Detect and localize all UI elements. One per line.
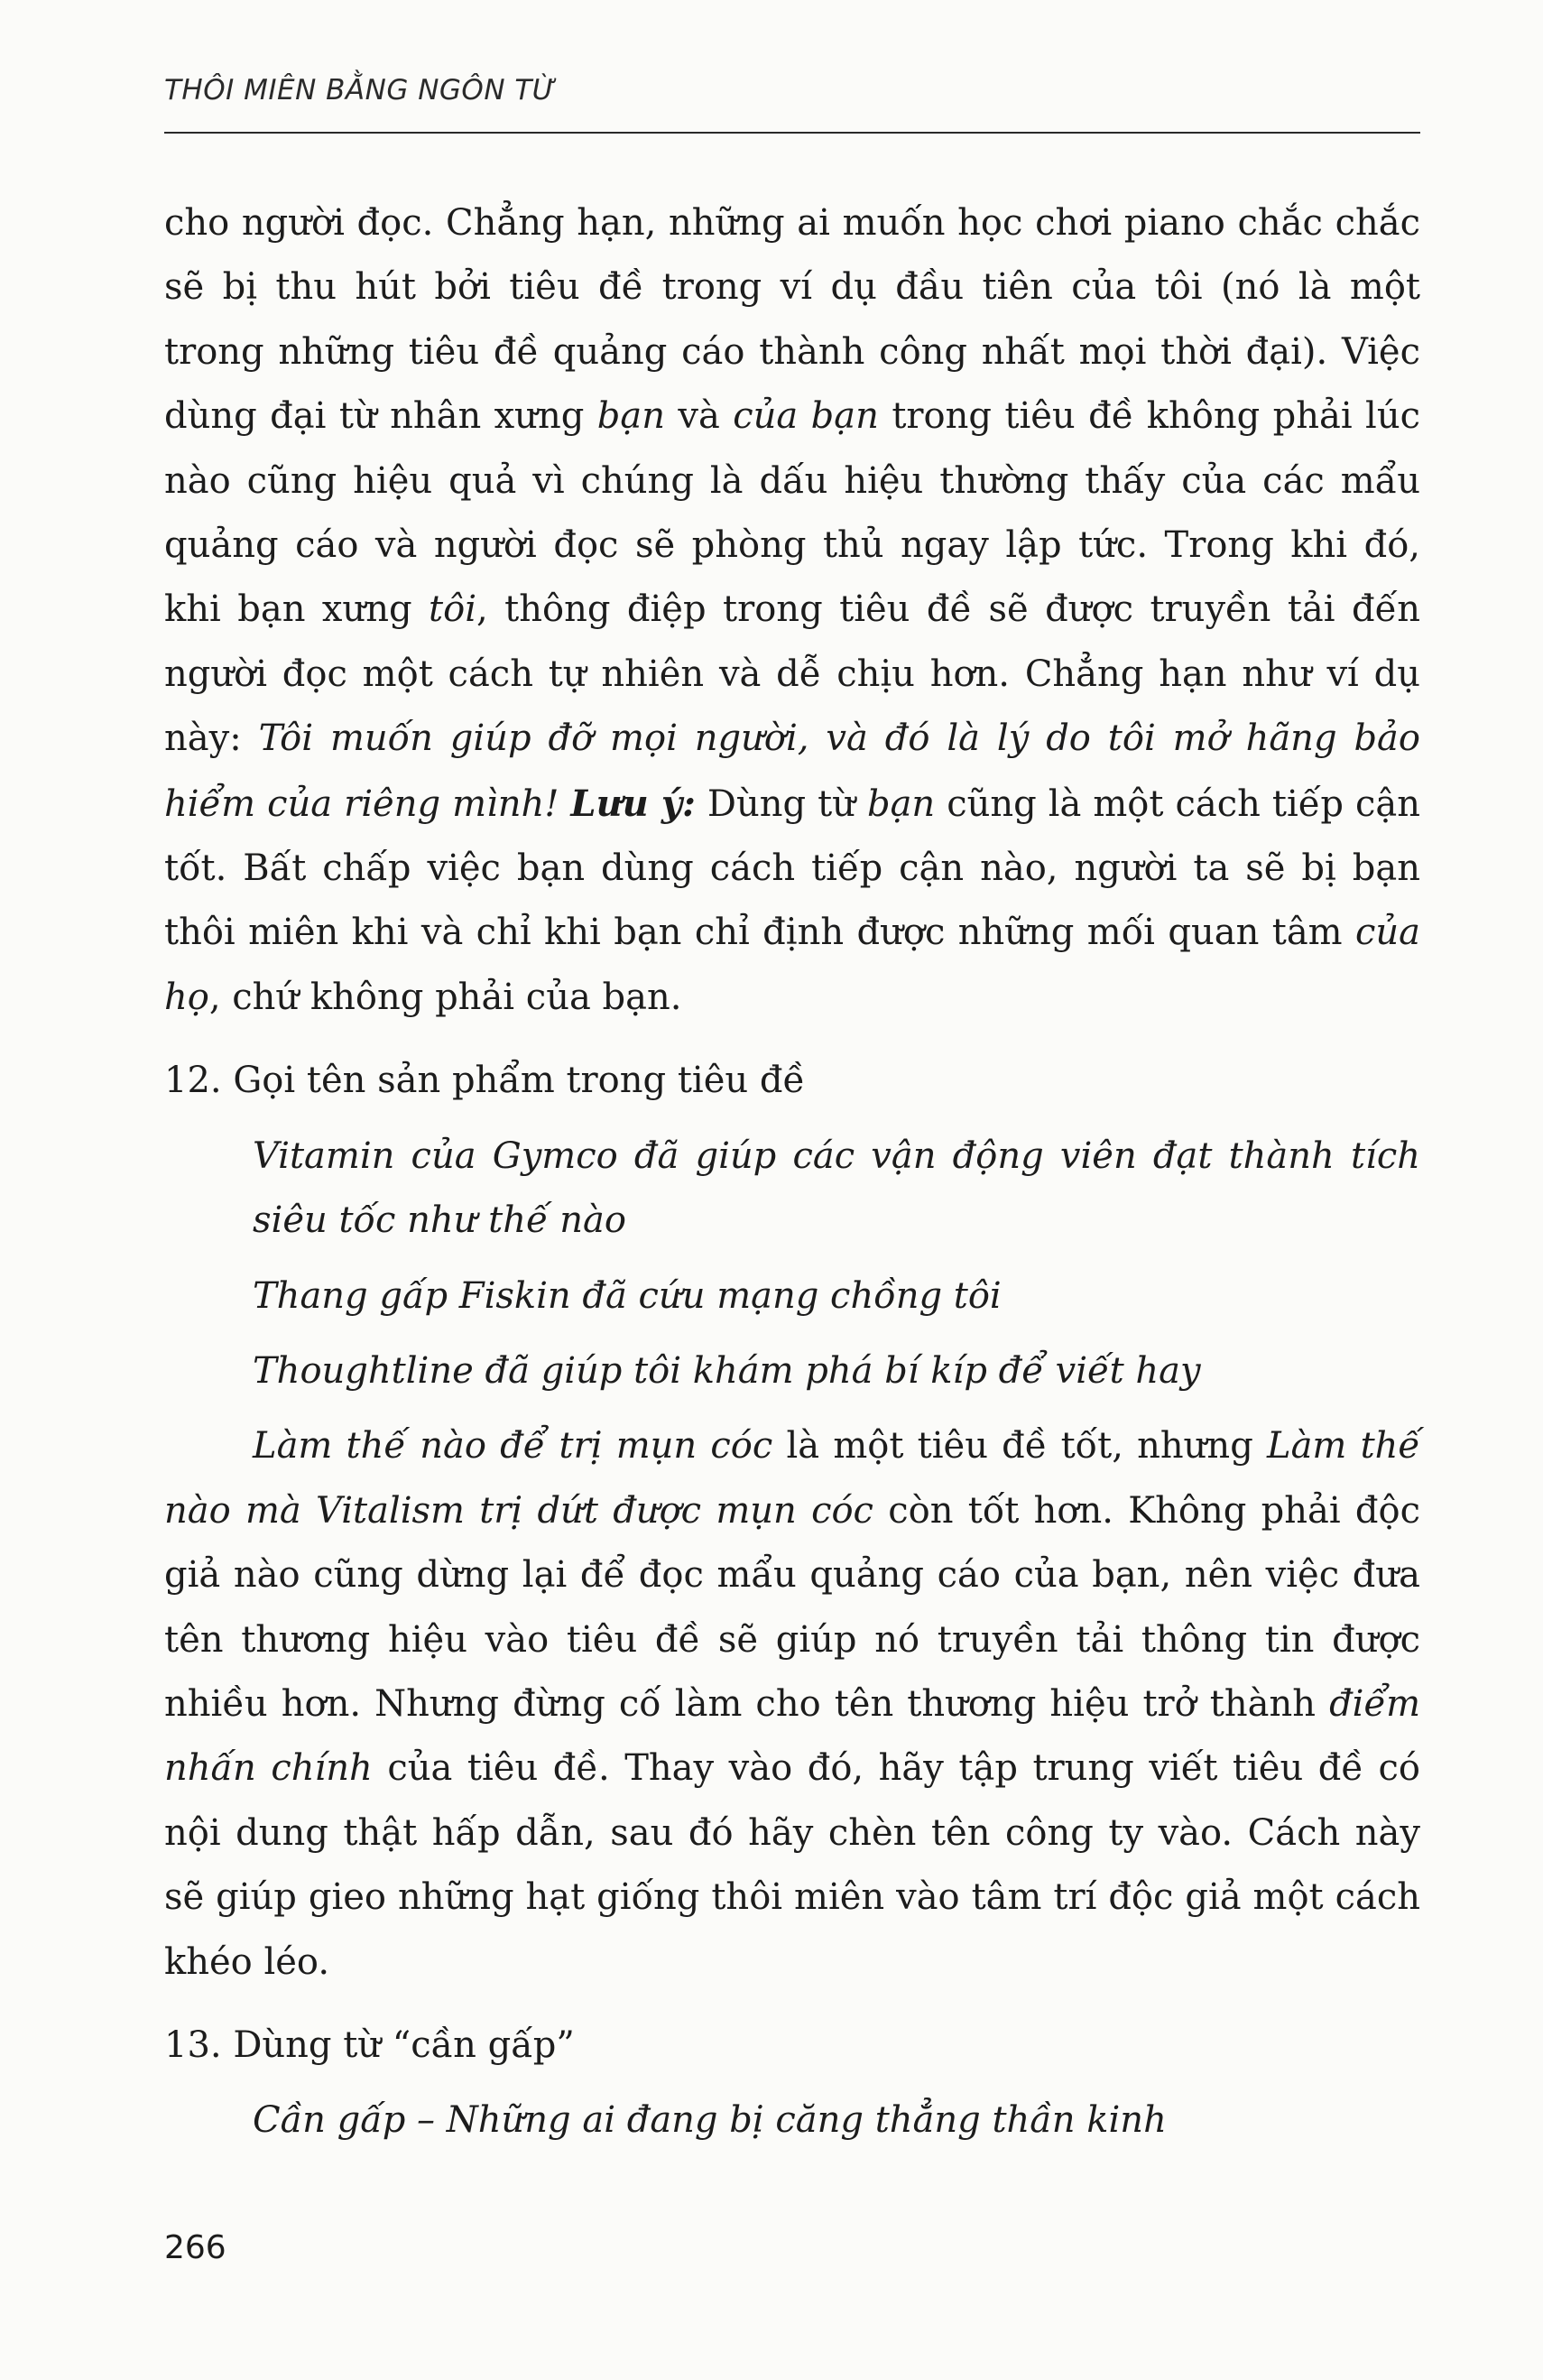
text-run: , chứ không phải của bạn.: [208, 976, 682, 1018]
italic-run: bạn: [596, 395, 665, 438]
page-number: 266: [164, 2229, 226, 2266]
italic-run: bạn: [866, 783, 936, 825]
text-run: cho người đọc. Chẳng hạn, những ai muốn học chơi piano chắc chắc sẽ bị thu hút bởi tiêu đề trong ví dụ đầu tiên của tôi (nó là một trong những tiêu đề quảng cáo thành công nhất mọi thời đại). Việc dùng đại từ nhân xưng: [164, 202, 1420, 438]
paragraph-2: [164, 1414, 1420, 1995]
example-headline: Vitamin của Gymco đã giúp các vận động viên đạt thành tích siêu tốc như thế nào: [253, 1134, 1420, 1242]
example-headline: Cần gấp – Những ai đang bị căng thẳng thần kinh: [253, 2099, 1167, 2142]
italic-run: tôi: [429, 588, 476, 631]
text-run: của tiêu đề. Thay vào đó, hãy tập trung viết tiêu đề có nội dung thật hấp dẫn, sau đó hãy chèn tên công ty vào. Cách này sẽ giúp gieo những hạt giống thôi miên vào tâm trí độc giả một cách khéo léo.: [164, 1747, 1421, 1983]
italic-run: Làm thế nào mà Vitalism trị dứt được mụn cóc: [164, 1425, 1421, 1532]
example-headline: Thoughtline đã giúp tôi khám phá bí kíp để viết hay: [253, 1349, 1201, 1392]
text-run: cũng là một cách tiếp cận tốt. Bất chấp việc bạn dùng cách tiếp cận nào, người ta sẽ bị bạn thôi miên khi và chỉ khi bạn chỉ định được những mối quan tâm: [164, 783, 1420, 954]
section-heading-12: 12. Gọi tên sản phẩm trong tiêu đề: [164, 1060, 806, 1102]
page-body: [164, 191, 1420, 2153]
text-run: , thông điệp trong tiêu đề sẽ được truyền tải đến người đọc một cách tự nhiên và dễ chịu hơn. Chẳng hạn như ví dụ này:: [164, 588, 1420, 760]
text-run: [559, 783, 570, 825]
italic-run: Làm thế nào để trị mụn cóc: [253, 1425, 773, 1468]
italic-run: của bạn: [733, 395, 879, 438]
italic-run: điểm nhấn chính: [164, 1682, 1420, 1790]
italic-run: của họ: [164, 912, 1420, 1018]
section-heading-13: 13. Dùng từ “cần gấp”: [164, 2023, 575, 2066]
note-label: Lưu ý:: [570, 782, 696, 825]
text-run: trong tiêu đề không phải lúc nào cũng hiệu quả vì chúng là dấu hiệu thường thấy của các mẩu quảng cáo và người đọc sẽ phòng thủ ngay lập tức. Trong khi đó, khi bạn xưng: [164, 395, 1420, 631]
text-run: là một tiêu đề tốt, nhưng: [772, 1425, 1268, 1468]
text-run: và: [664, 395, 734, 438]
text-run: còn tốt hơn. Không phải độc giả nào cũng dừng lại để đọc mẩu quảng cáo của bạn, nên việc đưa tên thương hiệu vào tiêu đề sẽ giúp nó truyền tải thông tin được nhiều hơn. Nhưng đừng cố làm cho tên thương hiệu trở thành: [164, 1489, 1420, 1725]
text-run: Dùng từ: [695, 783, 867, 825]
italic-run: Tôi muốn giúp đỡ mọi người, và đó là lý do tôi mở hãng bảo hiểm của riêng mình!: [164, 718, 1420, 825]
running-header: THÔI MIÊN BẰNG NGÔN TỪ: [164, 74, 557, 106]
header-rule: [164, 132, 1420, 134]
paragraph-1: [164, 191, 1420, 1030]
example-headline: Thang gấp Fiskin đã cứu mạng chồng tôi: [253, 1274, 1002, 1317]
